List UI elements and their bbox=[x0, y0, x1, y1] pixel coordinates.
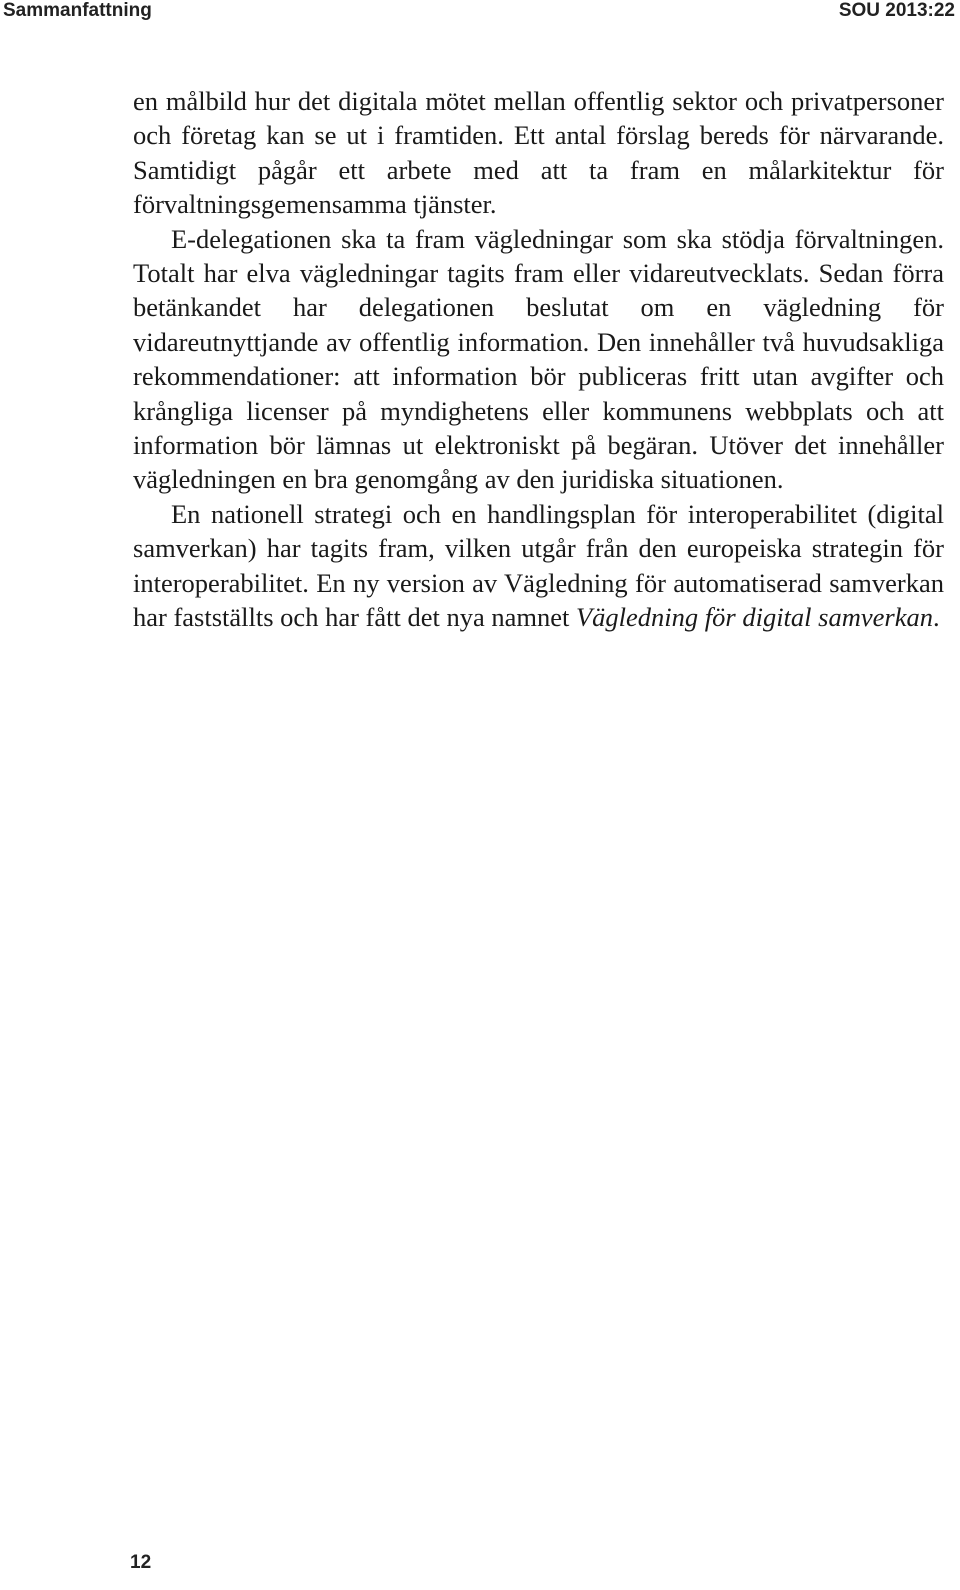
document-id: SOU 2013:22 bbox=[838, 0, 955, 21]
paragraph-1: en målbild hur det digitala mötet mellan offentlig sektor och privatpersoner och företag kan se ut i framtiden. Ett antal förslag bereds för närvarande. Samtidigt pågår ett arbete med att ta fram en målarkitektur för förvaltningsgemensamma tjänster. bbox=[133, 86, 944, 220]
paragraph-3 bbox=[133, 497, 944, 635]
paragraph-3-text: En nationell strategi och en handlingsplan för interoperabilitet (digital samverkan) har tagits fram, vilken utgår från den europeiska strategin för interoperabilitet. En ny version av Vägledning för automatiserad samverkan har fastställts och har fått det nya namnet bbox=[133, 498, 944, 633]
paragraph-2: E-delegationen ska ta fram vägledningar som ska stödja förvaltningen. Totalt har elva vägledningar tagits fram eller vidareutvecklats. Sedan förra betänkandet har delegationen beslutat om en vägledning för vidareutnyttjande av offentlig information. Den innehåller två huvudsakliga rekommendationer: att information bör publiceras fritt utan avgifter och krångliga licenser på myndighetens eller kommunens webbplats och att information bör lämnas ut elektroniskt på begäran. Utöver det innehåller vägledningen en bra genomgång av den juridiska situationen. bbox=[133, 223, 944, 495]
page-number: 12 bbox=[130, 1552, 152, 1573]
running-header bbox=[0, 0, 960, 26]
section-title: Sammanfattning bbox=[3, 0, 152, 21]
paragraph-3-end: . bbox=[932, 602, 940, 633]
guide-title: Vägledning för digital samverkan bbox=[575, 602, 933, 633]
body-text bbox=[133, 84, 944, 635]
